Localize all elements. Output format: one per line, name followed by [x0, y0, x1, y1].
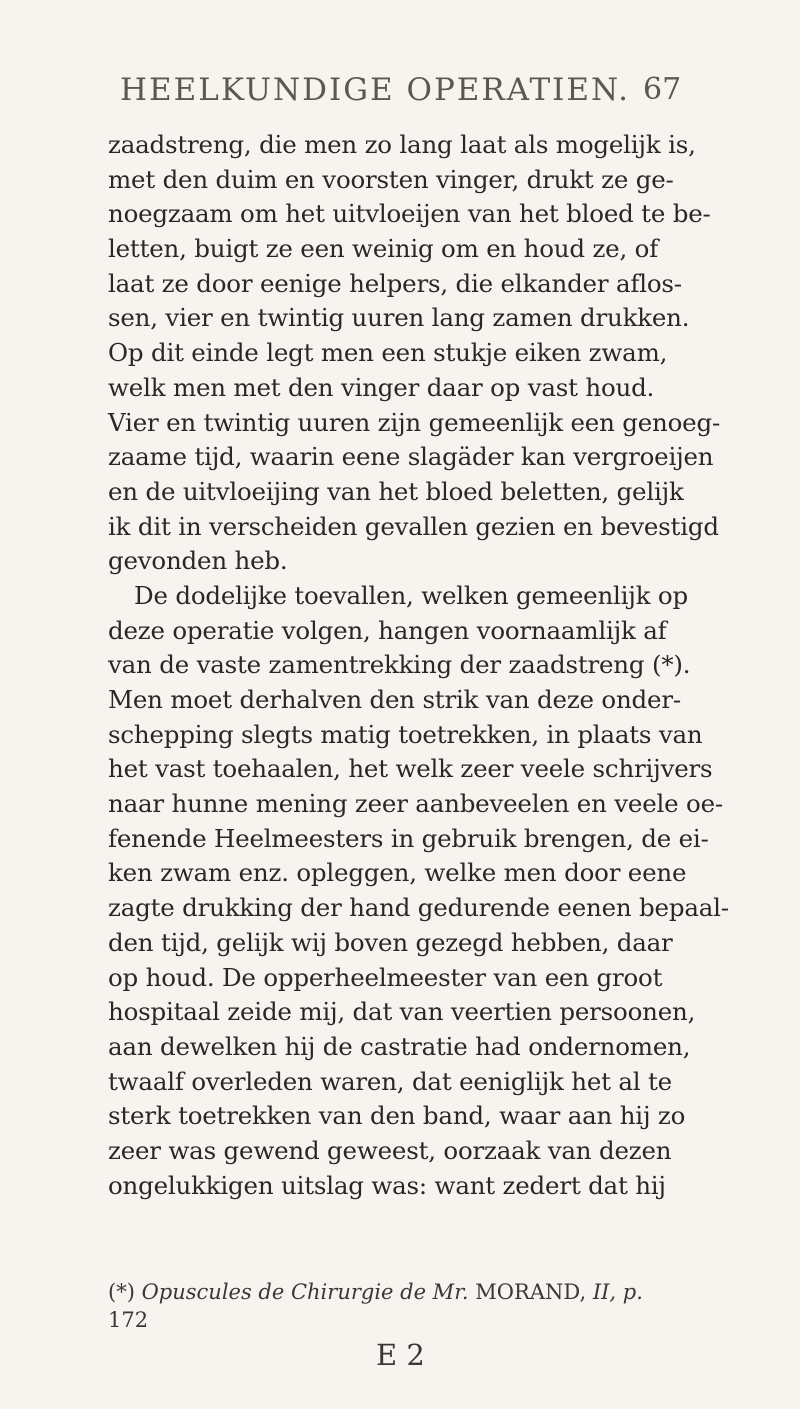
text-line: sen, vier en twintig uuren lang zamen drukken.	[108, 303, 690, 333]
text-line: Op dit einde legt men een stukje eiken zwam,	[108, 338, 668, 368]
text-line: zaame tijd, waarin eene slagäder kan vergroeijen	[108, 442, 714, 472]
text-line: het vast toehaalen, het welk zeer veele schrijvers	[108, 754, 713, 784]
running-head	[120, 72, 680, 108]
footnote-author: MORAND,	[475, 1280, 587, 1304]
text-line: zaadstreng, die men zo lang laat als mogelijk is,	[108, 130, 696, 159]
text-line: zeer was gewend geweest, oorzaak van dezen	[108, 1135, 672, 1165]
text-line: ken zwam enz. opleggen, welke men door eene	[108, 858, 687, 888]
page-number: 67	[643, 72, 682, 107]
text-line: den tijd, gelijk wij boven gezegd hebben, daar	[108, 927, 673, 957]
text-line: op houd. De opperheelmeester van een groot	[108, 962, 663, 992]
footnote-line	[108, 1278, 708, 1306]
text-line: deze operatie volgen, hangen voornaamlijk af	[108, 615, 667, 645]
text-line: letten, buigt ze een weinig om en houd ze, of	[108, 234, 659, 264]
text-line: laat ze door eenige helpers, die elkander aflos-	[108, 268, 682, 298]
footnote-page: 172	[108, 1308, 149, 1332]
signature-mark: E 2	[376, 1338, 425, 1372]
text-line: naar hunne mening zeer aanbeveelen en veele oe-	[108, 789, 723, 819]
text-line: hospitaal zeide mij, dat van veertien persoonen,	[108, 997, 696, 1027]
footnote-marker: (*)	[108, 1280, 135, 1304]
text-line: noegzaam om het uitvloeijen van het bloed te be-	[108, 199, 711, 229]
footnote	[108, 1278, 708, 1334]
text-line: Men moet derhalven den strik van deze onder-	[108, 685, 681, 714]
text-line: ongelukkigen uitslag was: want zedert dat hij	[108, 1170, 666, 1200]
running-head-title: HEELKUNDIGE OPERATIEN.	[120, 72, 631, 108]
body-text	[108, 128, 729, 1203]
text-line: gevonden heb.	[108, 546, 288, 576]
text-line: met den duim en voorsten vinger, drukt ze ge-	[108, 164, 674, 194]
text-line: ik dit in verscheiden gevallen gezien en bevestigd	[108, 511, 719, 541]
text-line: aan dewelken hij de castratie had ondernomen,	[108, 1031, 691, 1061]
text-line: van de vaste zamentrekking der zaadstreng (*).	[108, 650, 691, 680]
text-line: schepping slegts matig toetrekken, in plaats van	[108, 719, 703, 749]
text-line: en de uitvloeijing van het bloed beletten, gelijk	[108, 476, 684, 506]
text-line: De dodelijke toevallen, welken gemeenlijk op	[134, 580, 688, 610]
text-line: welk men met den vinger daar op vast houd.	[108, 372, 655, 402]
text-line: sterk toetrekken van den band, waar aan hij zo	[108, 1101, 686, 1131]
text-line: Vier en twintig uuren zijn gemeenlijk een genoeg-	[108, 407, 721, 437]
text-line: fenende Heelmeesters in gebruik brengen, de ei-	[108, 823, 709, 853]
footnote-ref: II, p.	[592, 1280, 643, 1304]
footnote-title: Opuscules de Chirurgie de Mr.	[141, 1280, 469, 1304]
text-line: zagte drukking der hand gedurende eenen bepaal-	[108, 893, 729, 923]
text-line: twaalf overleden waren, dat eeniglijk het al te	[108, 1066, 672, 1096]
